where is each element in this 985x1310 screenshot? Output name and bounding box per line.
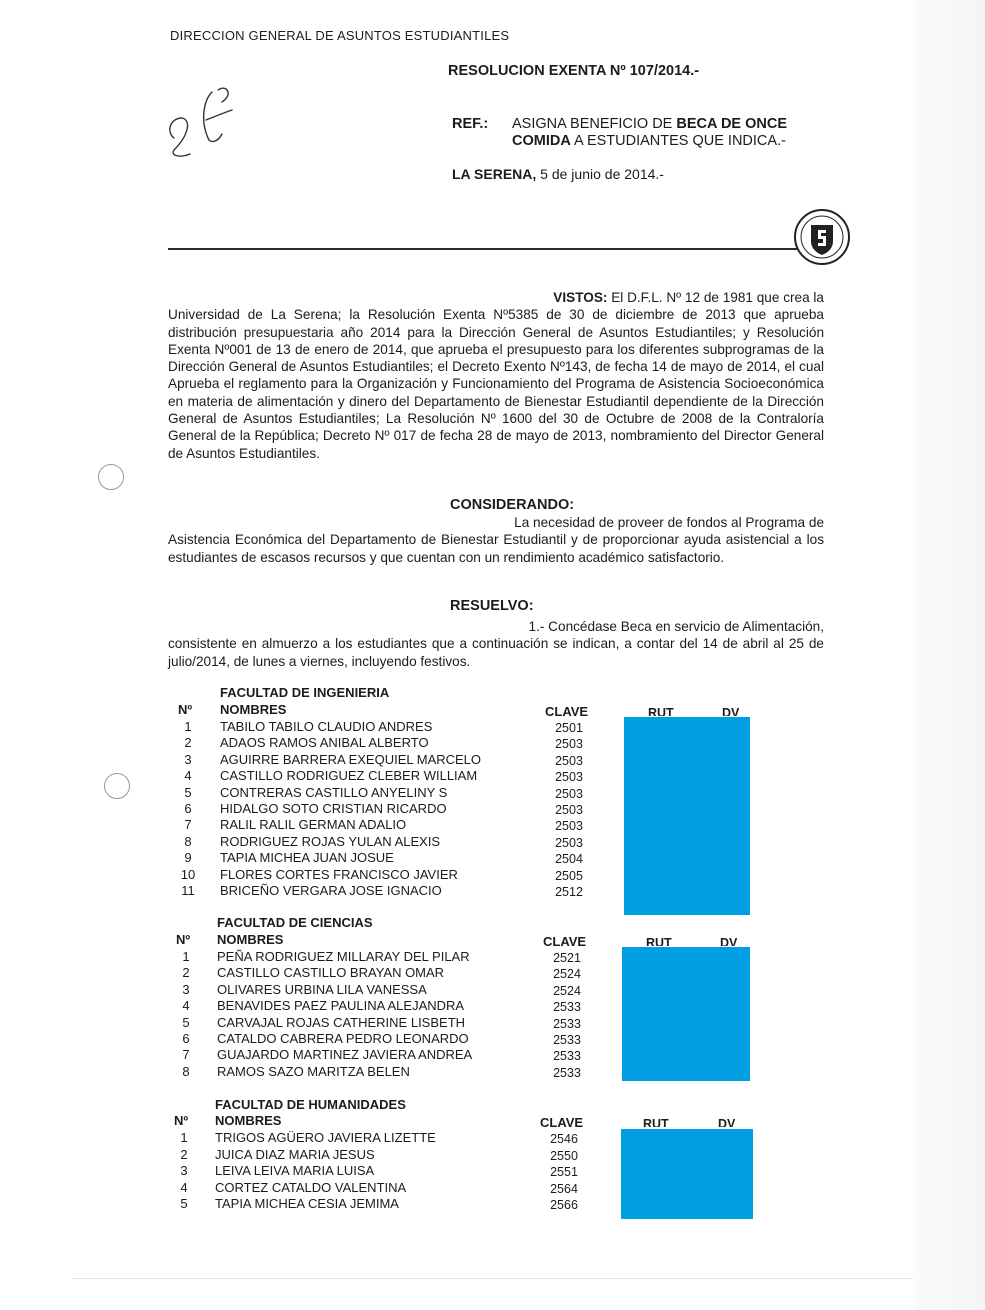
row-number: 2 <box>180 1146 188 1162</box>
student-clave: 2503 <box>555 770 583 785</box>
row-number: 7 <box>184 817 192 833</box>
column-header-num: Nº <box>174 1113 189 1128</box>
student-name: CATALDO CABRERA PEDRO LEONARDO <box>217 1031 469 1046</box>
vistos-first-line <box>168 289 824 306</box>
vistos-first-text: El D.F.L. Nº 12 de 1981 que crea la <box>611 290 824 305</box>
row-number: 3 <box>184 751 192 767</box>
row-number: 8 <box>182 1063 190 1079</box>
ref-text-part1: ASIGNA BENEFICIO DE <box>512 116 677 132</box>
student-name: RALIL RALIL GERMAN ADALIO <box>220 817 407 833</box>
student-clave: 2524 <box>553 983 581 998</box>
resuelvo-section <box>168 618 824 670</box>
row-number: 4 <box>180 1179 188 1195</box>
row-number: 5 <box>184 784 192 800</box>
student-name: AGUIRRE BARRERA EXEQUIEL MARCELO <box>220 751 482 767</box>
considerando-section <box>168 514 824 566</box>
resuelvo-heading: RESUELVO: <box>450 598 534 614</box>
row-number: 11 <box>181 883 195 898</box>
resolution-number: RESOLUCION EXENTA Nº 107/2014.- <box>448 63 700 79</box>
student-clave: 2503 <box>555 835 583 850</box>
row-number: 4 <box>184 768 192 784</box>
place: LA SERENA, <box>452 166 537 182</box>
considerando-first-line: La necesidad de proveer de fondos al Programa de <box>514 515 824 530</box>
place-date <box>452 166 664 182</box>
faculty-title: FACULTAD DE INGENIERIA <box>220 685 390 700</box>
student-name: TRIGOS AGÜERO JAVIERA LIZETTE <box>215 1130 436 1145</box>
student-name: CASTILLO RODRIGUEZ CLEBER WILLIAM <box>220 768 478 784</box>
scan-margin <box>913 0 985 1310</box>
considerando-body: Asistencia Económica del Departamento de Bienestar Estudiantil y de proporcionar ayuda asistencial a los estudiantes de escasos recursos y que cuentan con un rendimiento académico satisfactorio. <box>168 532 824 565</box>
row-number: 1 <box>184 719 192 734</box>
row-number: 7 <box>182 1047 190 1063</box>
column-header-rut: RUT <box>646 936 672 946</box>
student-name: LEIVA LEIVA MARIA LUISA <box>215 1163 375 1179</box>
student-clave: 2566 <box>550 1198 578 1213</box>
column-header-clave: CLAVE <box>545 704 589 719</box>
student-clave: 2503 <box>555 786 583 801</box>
student-clave: 2504 <box>555 852 583 867</box>
redaction-box <box>622 947 750 1081</box>
row-number: 6 <box>184 801 192 816</box>
student-clave: 2524 <box>553 967 581 982</box>
header-divider <box>168 248 800 250</box>
row-number: 10 <box>180 866 196 882</box>
column-header-dv: DV <box>722 706 740 716</box>
scan-bottom-edge <box>72 1278 913 1279</box>
resuelvo-first-line: 1.- Concédase Beca en servicio de Alimentación, <box>528 619 824 634</box>
student-name: RODRIGUEZ ROJAS YULAN ALEXIS <box>220 833 441 849</box>
student-name: TAPIA MICHEA CESIA JEMIMA <box>215 1196 399 1212</box>
column-header-rut: RUT <box>648 706 674 716</box>
student-name: CARVAJAL ROJAS CATHERINE LISBETH <box>217 1014 466 1030</box>
ref-text <box>512 116 830 150</box>
student-clave: 2564 <box>550 1181 578 1196</box>
student-name: PEÑA RODRIGUEZ MILLARAY DEL PILAR <box>217 949 470 964</box>
column-header-dv: DV <box>718 1117 736 1127</box>
row-number: 3 <box>180 1163 188 1179</box>
resuelvo-body: consistente en almuerzo a los estudiantes que a continuación se indican, a contar del 14 de abril al 25 de julio/2014, de lunes a viernes, incluyendo festivos. <box>168 636 824 669</box>
column-header-num: Nº <box>176 932 191 947</box>
student-name: TAPIA MICHEA JUAN JOSUE <box>220 850 394 866</box>
student-name: GUAJARDO MARTINEZ JAVIERA ANDREA <box>217 1047 473 1063</box>
student-name: OLIVARES URBINA LILA VANESSA <box>217 981 427 997</box>
student-name: TABILO TABILO CLAUDIO ANDRES <box>220 719 433 734</box>
row-number: 5 <box>182 1014 190 1030</box>
student-clave: 2551 <box>550 1165 578 1180</box>
row-number: 1 <box>182 949 190 964</box>
column-header-names: NOMBRES <box>220 702 287 717</box>
redaction-box <box>621 1129 753 1219</box>
student-clave: 2533 <box>553 1065 581 1080</box>
student-clave: 2533 <box>553 1016 581 1031</box>
row-number: 2 <box>184 735 192 751</box>
ref-text-part2: A ESTUDIANTES QUE INDICA.- <box>570 133 786 149</box>
row-number: 3 <box>182 981 190 997</box>
row-number: 4 <box>182 998 190 1014</box>
handwritten-note-icon <box>160 80 240 175</box>
redaction-box <box>624 717 750 915</box>
student-clave: 2533 <box>553 1000 581 1015</box>
ref-text-bold: BECA DE ONCE COMIDA <box>512 116 788 149</box>
student-clave: 2503 <box>555 737 583 752</box>
faculty-title: FACULTAD DE CIENCIAS <box>217 915 373 930</box>
student-name: RAMOS SAZO MARITZA BELEN <box>217 1063 410 1079</box>
ref-label: REF.: <box>452 116 489 132</box>
column-header-clave: CLAVE <box>543 934 587 949</box>
student-clave: 2503 <box>555 803 583 817</box>
student-clave: 2533 <box>553 1033 581 1047</box>
row-number: 1 <box>180 1130 188 1145</box>
row-number: 8 <box>184 833 192 849</box>
student-clave: 2503 <box>555 819 583 834</box>
row-number: 9 <box>184 850 192 866</box>
considerando-heading: CONSIDERANDO: <box>450 497 575 513</box>
punch-hole <box>98 464 124 490</box>
row-number: 6 <box>182 1031 190 1046</box>
column-header-clave: CLAVE <box>540 1115 584 1130</box>
student-name: CASTILLO CASTILLO BRAYAN OMAR <box>217 965 445 981</box>
student-name: HIDALGO SOTO CRISTIAN RICARDO <box>220 801 447 816</box>
date: 5 de junio de 2014.- <box>540 166 664 182</box>
student-clave: 2512 <box>555 885 583 899</box>
student-clave: 2546 <box>550 1132 578 1146</box>
punch-hole <box>104 773 130 799</box>
vistos-section <box>168 289 824 462</box>
student-name: BRICEÑO VERGARA JOSE IGNACIO <box>220 883 442 898</box>
column-header-rut: RUT <box>643 1117 669 1127</box>
student-name: JUICA DIAZ MARIA JESUS <box>215 1146 375 1162</box>
student-clave: 2505 <box>555 868 583 883</box>
column-header-names: NOMBRES <box>217 932 284 947</box>
column-header-dv: DV <box>720 936 738 946</box>
organization-header: DIRECCION GENERAL DE ASUNTOS ESTUDIANTILES <box>170 28 510 43</box>
student-clave: 2550 <box>550 1148 578 1163</box>
vistos-label: VISTOS: <box>553 290 608 305</box>
vistos-body: Universidad de La Serena; la Resolución Exenta Nº5385 de 30 de diciembre de 2013 que aprueba distribución presupuestaria año 2014 para la Dirección General de Asuntos Estudiantiles; y Resolución Exenta Nº001 de 13 de enero de 2014, que aprueba el presupuesto para los diferentes subprogramas de la Dirección General de Asuntos Estudiantiles; el Decreto Exento Nº143, de fecha 14 de mayo de 2014, el cual Aprueba el reglamento para la Organización y Funcionamiento del Programa de Asistencia Socioeconómica en materia de alimentación y dinero del Departamento de Bienestar Estudiantil dependiente de la Dirección General de Asuntos Estudiantiles; La Resolución Nº 1600 del 30 de Octubre de 2008 de la Contraloría General de la República; Decreto Nº 017 de fecha 28 de mayo de 2013, nombramiento del Director General de Asuntos Estudiantiles. <box>168 307 824 461</box>
student-clave: 2521 <box>553 951 581 965</box>
row-number: 5 <box>180 1196 188 1212</box>
student-name: ADAOS RAMOS ANIBAL ALBERTO <box>220 735 429 751</box>
student-name: CONTRERAS CASTILLO ANYELINY S <box>220 784 448 800</box>
student-clave: 2501 <box>555 721 583 735</box>
student-clave: 2503 <box>555 753 583 768</box>
row-number: 2 <box>182 965 190 981</box>
student-name: FLORES CORTES FRANCISCO JAVIER <box>220 866 458 882</box>
column-header-num: Nº <box>178 702 193 717</box>
university-seal-icon <box>793 208 851 266</box>
student-name: CORTEZ CATALDO VALENTINA <box>215 1179 407 1195</box>
column-header-names: NOMBRES <box>215 1113 282 1128</box>
faculty-title: FACULTAD DE HUMANIDADES <box>215 1097 406 1112</box>
student-name: BENAVIDES PAEZ PAULINA ALEJANDRA <box>217 998 465 1014</box>
student-clave: 2533 <box>553 1049 581 1064</box>
